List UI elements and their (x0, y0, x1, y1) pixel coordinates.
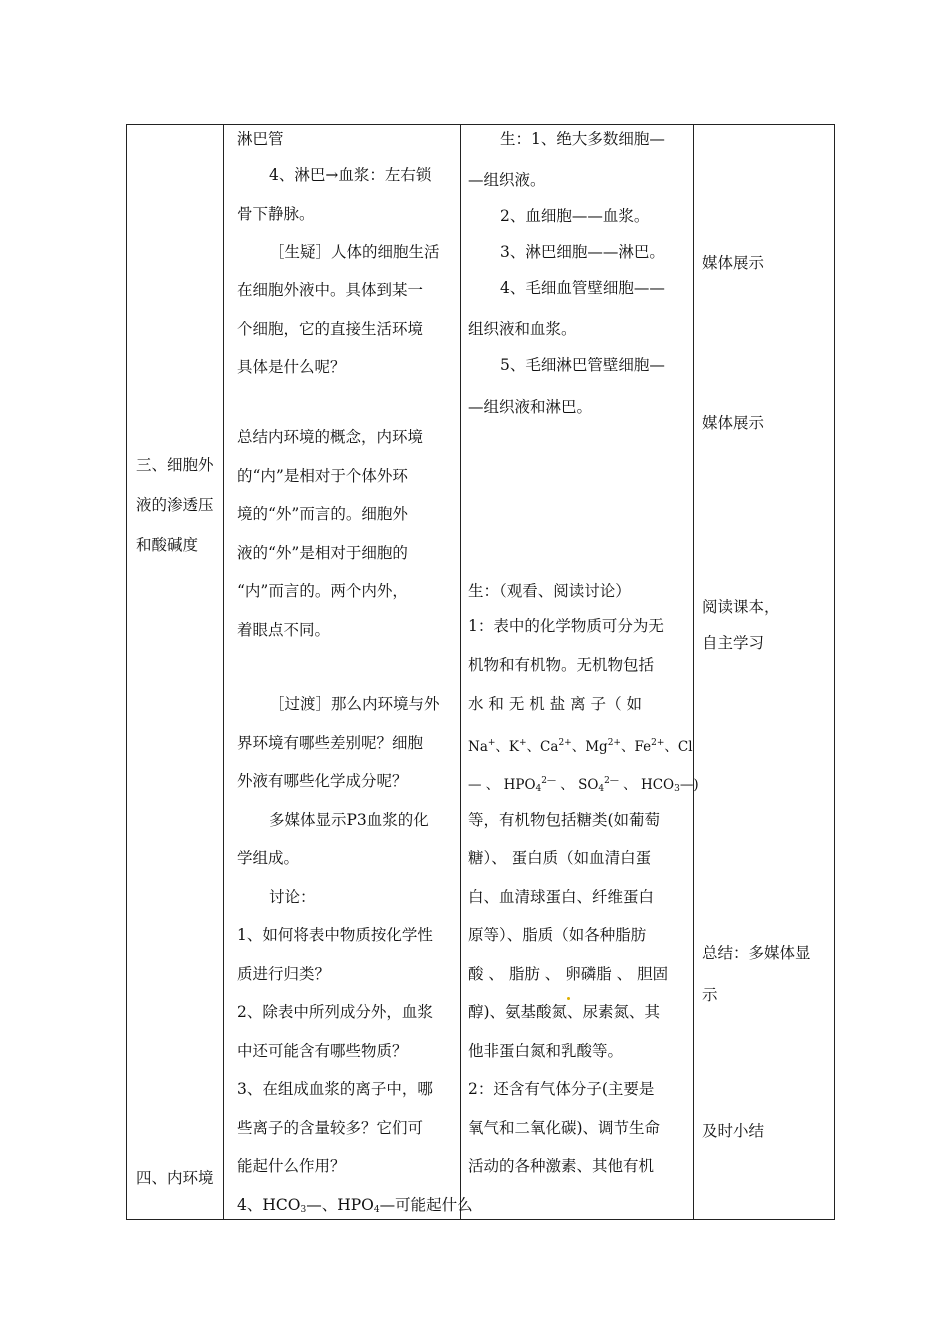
text-line: 1：表中的化学物质可分为无 (468, 617, 664, 635)
text-line: 氧气和二氧化碳)、调节生命 (468, 1119, 661, 1137)
text-line: 讨论： (269, 888, 316, 906)
column-teacher-activity (223, 125, 473, 1219)
text-line: 着眼点不同。 (237, 621, 331, 639)
text-line: 2、血细胞——血浆。 (500, 207, 650, 225)
text-line: “内”而言的。两个内外， (237, 582, 408, 600)
text-line: 4、毛细血管壁细胞—— (500, 279, 665, 297)
text-line: 总结内环境的概念，内环境 (237, 428, 424, 446)
lesson-table (126, 124, 835, 1220)
note-text: 总结：多媒体显 (702, 944, 811, 962)
text-line: 糖）、 蛋白质（如血清白蛋 (468, 849, 652, 867)
note-text: 媒体展示 (702, 254, 765, 272)
text-line: 机物和有机物。无机物包括 (468, 656, 655, 674)
text-line: 2、除表中所列成分外，血浆 (237, 1003, 433, 1021)
text-line: 中还可能含有哪些物质？ (237, 1042, 408, 1060)
text-line: 在细胞外液中。具体到某一 (237, 281, 424, 299)
text-line: 外液有哪些化学成分呢？ (237, 772, 408, 790)
text-line: 组织液和血浆。 (468, 320, 577, 338)
text-line: 质进行归类？ (237, 965, 331, 983)
text-line-ions: Na+、K+、$Ca^{2+}$、$Mg^{2+}$、$Fe^{2+}$、Cl (468, 738, 693, 755)
text-line: 原等）、脂质（如各种脂肪 (468, 926, 647, 944)
text-line: 他非蛋白氮和乳酸等。 (468, 1042, 624, 1060)
text-line: 醇)、氨基酸氮、尿素氮、其 (468, 1003, 661, 1021)
text-line: 界环境有哪些差别呢？细胞 (237, 734, 424, 752)
text-line: 液的“外”是相对于细胞的 (237, 544, 408, 562)
text-line: 活动的各种激素、其他有机 (468, 1157, 655, 1175)
column-section (127, 125, 223, 1219)
column-notes (693, 125, 836, 1219)
text-line: —组织液和淋巴。 (468, 398, 593, 416)
text-line: 的“内”是相对于个体外环 (237, 467, 408, 485)
note-text: 及时小结 (702, 1122, 765, 1140)
note-text: 示 (702, 986, 718, 1004)
text-line: —组织液。 (468, 171, 546, 189)
note-text: 自主学习 (702, 634, 765, 652)
section-heading-line: 四、内环境 (136, 1169, 214, 1187)
text-line: 等，有机物包括糖类(如葡萄 (468, 811, 661, 829)
text-line: 学组成。 (237, 849, 300, 867)
text-line: 能起什么作用？ (237, 1157, 346, 1175)
stray-mark (567, 997, 570, 1000)
text-line: ［过渡］那么内环境与外 (269, 695, 440, 713)
text-line: 骨下静脉。 (237, 205, 315, 223)
text-line: 生：（观看、阅读讨论） (468, 582, 631, 600)
text-line: 些离子的含量较多？它们可 (237, 1119, 424, 1137)
text-line-ions: — 、 $HPO_4^{2—}$ 、 $SO_4^{2—}$ 、 $HCO_3—$) (468, 776, 699, 794)
section-heading-line: 和酸碱度 (136, 536, 199, 554)
text-line: 5、毛细淋巴管壁细胞— (500, 356, 665, 374)
text-line: 1、如何将表中物质按化学性 (237, 926, 433, 944)
note-text: 媒体展示 (702, 414, 765, 432)
text-line: 白、血清球蛋白、纤维蛋白 (468, 888, 655, 906)
text-line: 3、在组成血浆的离子中，哪 (237, 1080, 433, 1098)
text-line-formula: 4、$HCO_3—$、$HPO_4—$可能起什么 (237, 1196, 473, 1215)
text-line: 2：还含有气体分子(主要是 (468, 1080, 655, 1098)
note-text: 阅读课本， (702, 598, 780, 616)
column-student-activity (460, 125, 699, 1219)
text-line: 3、淋巴细胞——淋巴。 (500, 243, 665, 261)
text-line: 生：1、绝大多数细胞— (500, 130, 665, 148)
text-line: 4、淋巴→血浆：左右锁 (269, 166, 432, 184)
text-line: 境的“外”而言的。细胞外 (237, 505, 408, 523)
section-heading-line: 液的渗透压 (136, 496, 214, 514)
section-heading-line: 三、细胞外 (136, 456, 214, 474)
text-line: ［生疑］人体的细胞生活 (269, 243, 440, 261)
text-line: 具体是什么呢？ (237, 358, 346, 376)
text-line: 水 和 无 机 盐 离 子（ 如 (468, 695, 642, 713)
text-line: 淋巴管 (237, 130, 284, 148)
text-line: 酸 、 脂肪 、 卵磷脂 、 胆固 (468, 965, 669, 983)
text-line: 个细胞，它的直接生活环境 (237, 320, 424, 338)
text-line: 多媒体显示P3血浆的化 (269, 811, 429, 829)
